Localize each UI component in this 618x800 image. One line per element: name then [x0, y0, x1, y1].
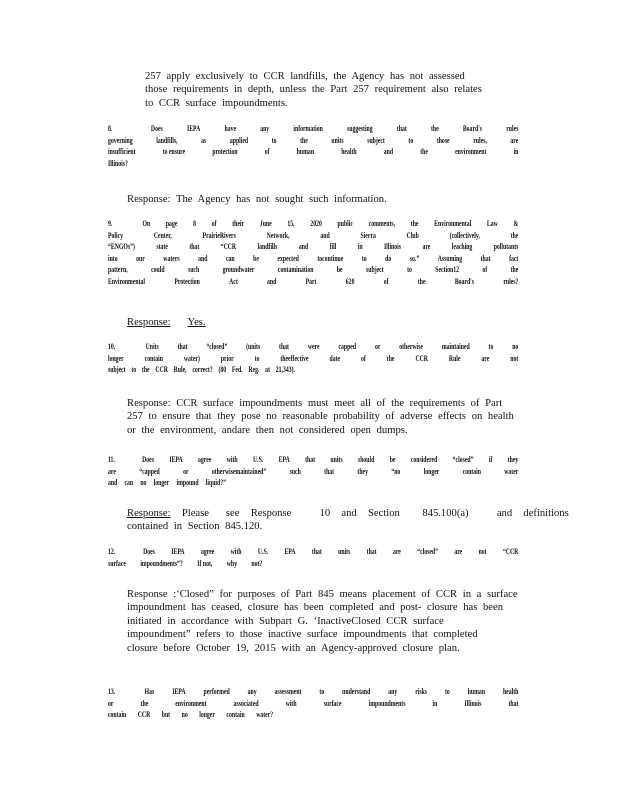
question-word: associated — [233, 698, 259, 708]
question-word: U.S. — [257, 547, 269, 556]
question-word: groundwater — [222, 265, 255, 275]
question-word: human — [296, 147, 315, 157]
question-line — [108, 364, 518, 376]
question-word: such — [187, 265, 200, 275]
question-line — [108, 709, 518, 721]
question-word: Reg. — [248, 365, 260, 375]
question-word: leaching — [451, 242, 473, 252]
question-word: contain — [462, 466, 481, 476]
question-line — [108, 454, 518, 466]
question-word: longer — [108, 353, 124, 363]
question-word: of — [361, 353, 366, 363]
question-word: but — [161, 710, 171, 720]
question-word: in — [432, 698, 438, 708]
question-word: Illinois — [464, 698, 482, 708]
question-word: not? — [251, 558, 263, 568]
question-word: public — [337, 219, 353, 228]
question-word: maintained — [441, 342, 470, 351]
question-word: rules? — [503, 276, 519, 286]
question-word: June — [259, 219, 272, 228]
question-word: that — [366, 547, 377, 556]
question-word: contamination — [277, 265, 314, 275]
response-line: Please see Response 10 and Section 845.100(a) and definitions — [170, 508, 569, 519]
question-word: IEPA — [172, 687, 186, 696]
question-line — [108, 353, 518, 365]
question-line — [108, 135, 518, 147]
question-line — [108, 253, 518, 265]
question-word: state — [156, 242, 168, 252]
question-word: contain — [144, 353, 163, 363]
question-word: pollutants — [493, 242, 519, 252]
question-word: and — [198, 253, 208, 263]
question-word: those — [436, 135, 450, 145]
question-number: 11. — [108, 455, 115, 464]
question-word: 15, — [287, 219, 295, 228]
question-word: units — [338, 547, 351, 556]
question-word: (units — [246, 342, 261, 351]
question-line — [108, 230, 518, 242]
question-word: the — [417, 276, 426, 286]
question-word: tocontinue — [317, 253, 344, 263]
question-word: any — [247, 687, 257, 696]
question-word: so.” — [409, 253, 420, 263]
question-word: capped — [338, 342, 357, 351]
question-word: are — [422, 242, 431, 252]
question-word: waters — [163, 253, 180, 263]
question-word: Protection — [174, 276, 200, 286]
question-word: comments, — [368, 219, 396, 228]
question-word: are — [392, 547, 401, 556]
question-word: page — [165, 219, 178, 228]
question-word: otherwise — [399, 342, 423, 351]
response-line: impoundment has ceased, closure has been completed and post- closure has been — [127, 602, 504, 614]
question-word: and — [267, 276, 277, 286]
question-word: of — [264, 147, 270, 157]
question-word: “closed” — [452, 455, 474, 464]
question-number: 13. — [108, 687, 116, 696]
question-line — [108, 123, 518, 135]
question-word: On — [142, 219, 151, 228]
question-word: no — [140, 478, 147, 488]
intro-paragraph — [145, 70, 482, 110]
question-word: are — [481, 353, 490, 363]
question-word: the — [510, 265, 519, 275]
question-word: not — [510, 353, 519, 363]
question-word: fill — [329, 242, 337, 252]
intro-line: those requirements in depth, unless the Part 257 requirement also relates — [145, 84, 482, 96]
question-word: agree — [198, 455, 212, 464]
question-word: that — [305, 455, 316, 464]
question-word: with — [285, 698, 297, 708]
question-word: water — [504, 466, 519, 476]
question-word: Does — [143, 547, 155, 556]
question-word: subject — [367, 135, 385, 145]
question-word: to — [254, 353, 260, 363]
question-word: longer — [153, 478, 170, 488]
question-word: risks — [415, 687, 428, 696]
question-word: our — [136, 253, 145, 263]
question-word: at — [265, 365, 270, 375]
question-word: of — [482, 265, 488, 275]
question-word: Law — [486, 219, 498, 228]
question-word: the — [140, 698, 149, 708]
question-word: CCR — [155, 365, 168, 375]
question-word: CCR — [415, 353, 428, 363]
question-word: the — [300, 135, 308, 145]
question-word: (80 — [218, 365, 227, 375]
question-word: that — [480, 253, 491, 263]
question-word: longer — [423, 466, 440, 476]
question-line — [108, 698, 518, 710]
question-word: Has — [144, 687, 155, 696]
response-line: 257 to ensure that they pose no reasonable probability of adverse effects on health — [127, 411, 514, 423]
response-12 — [127, 588, 518, 655]
question-word: environment — [455, 147, 487, 157]
response-8: Response: The Agency has not sought such information. — [127, 194, 387, 205]
question-word: Network, — [266, 230, 290, 240]
question-word: or — [183, 466, 189, 476]
question-word: can — [124, 478, 134, 488]
question-word: “CCR — [220, 242, 237, 252]
question-word: are — [108, 466, 116, 476]
response-line: initiated in accordance with Subpart G. ‘InactiveClosed CCR surface — [127, 615, 444, 627]
question-word: theeffective — [280, 353, 309, 363]
question-word: in — [357, 242, 363, 252]
question-word: have — [224, 124, 237, 133]
response-line: Response: CCR surface impoundments must meet all of the requirements of Part — [127, 398, 503, 409]
question-word: IEPA — [186, 124, 201, 133]
question-word: such — [289, 466, 301, 476]
response-line: closure before October 19, 2015 with an Agency-approved closure plan. — [127, 642, 460, 654]
question-word: their — [232, 219, 245, 228]
question-word: Units — [145, 342, 159, 351]
question-word: the — [386, 353, 395, 363]
question-word: contain — [226, 710, 245, 720]
question-13 — [108, 686, 519, 721]
intro-line: to CCR surface impoundments. — [145, 97, 288, 109]
question-8 — [108, 123, 519, 169]
question-line — [108, 264, 518, 276]
question-word: expected — [277, 253, 299, 263]
question-word: Act — [229, 276, 238, 286]
question-word: (collectively, — [449, 230, 480, 240]
question-word: governing — [108, 135, 133, 145]
question-12 — [108, 546, 519, 569]
question-word: to — [271, 135, 277, 145]
question-word: understand — [342, 687, 371, 696]
question-word: U.S. — [253, 455, 264, 464]
question-word: insufficient — [108, 147, 136, 157]
question-word: impoundments — [368, 698, 406, 708]
question-word: that — [508, 698, 519, 708]
question-11 — [108, 454, 519, 489]
question-word: water) — [183, 353, 200, 363]
response-10 — [127, 397, 514, 437]
question-word: to — [408, 135, 414, 145]
question-word: that — [279, 342, 289, 351]
question-word: Illinois? — [108, 158, 128, 168]
question-word: correct? — [192, 365, 213, 375]
question-word: 620 — [345, 276, 355, 286]
question-word: or — [108, 698, 114, 708]
question-word: & — [513, 219, 519, 228]
question-word: subject — [366, 265, 384, 275]
question-word: Does — [142, 455, 154, 464]
question-word: Part — [305, 276, 317, 286]
question-word: that — [177, 342, 188, 351]
question-word: 8 — [193, 219, 196, 228]
question-word: that — [396, 124, 407, 133]
question-word: pattern, — [108, 265, 128, 275]
question-word: Fed. — [231, 365, 243, 375]
question-word: to — [488, 342, 494, 351]
response-9 — [127, 316, 206, 329]
question-word: can — [225, 253, 235, 263]
question-word: why — [226, 558, 237, 568]
question-line — [108, 218, 518, 230]
question-line — [108, 146, 518, 158]
question-number: 8. — [108, 124, 113, 133]
question-line — [108, 546, 518, 558]
question-word: water? — [256, 710, 274, 720]
question-word: information — [293, 124, 323, 133]
response-label: Response: — [127, 317, 171, 328]
question-word: Rule, — [173, 365, 187, 375]
question-word: otherwisemaintained” — [211, 466, 267, 476]
question-line — [108, 276, 518, 288]
question-word: health — [502, 687, 519, 696]
question-word: suggesting — [347, 124, 373, 133]
question-word: liquid?” — [205, 478, 226, 488]
question-word: human — [467, 687, 486, 696]
question-word: they — [507, 455, 519, 464]
question-word: impoundments”? — [140, 558, 183, 568]
question-word: with — [226, 455, 238, 464]
question-word: if — [488, 455, 493, 464]
question-word: considered — [410, 455, 438, 464]
response-text: Yes. — [187, 317, 206, 328]
question-word: Assuming — [437, 253, 463, 263]
question-word: to ensure — [162, 147, 186, 157]
question-word: not — [478, 547, 487, 556]
question-word: EPA — [278, 455, 290, 464]
question-word: subject — [108, 365, 126, 375]
question-word: were — [307, 342, 320, 351]
question-word: rules, — [473, 135, 487, 145]
question-word: contain — [108, 710, 127, 720]
question-word: are — [454, 547, 463, 556]
question-word: Center, — [153, 230, 172, 240]
question-word: and — [298, 242, 309, 252]
question-word: Board's — [462, 124, 483, 133]
question-word: in — [513, 147, 519, 157]
question-word: that — [311, 547, 322, 556]
question-word: the — [420, 147, 428, 157]
response-line: contained in Section 845.120. — [127, 521, 263, 533]
question-word: Sierra — [360, 230, 376, 240]
question-word: surface — [108, 558, 126, 568]
question-word: longer — [199, 710, 215, 720]
question-word: and — [320, 230, 330, 240]
question-word: to — [444, 687, 450, 696]
question-word: do — [385, 253, 392, 263]
question-word: “capped — [139, 466, 160, 476]
question-word: with — [230, 547, 242, 556]
question-word: environment — [175, 698, 207, 708]
intro-line: 257 apply exclusively to CCR landfills, the Agency has not assessed — [145, 71, 465, 82]
question-word: no — [181, 710, 188, 720]
question-word: “closed” — [206, 342, 228, 351]
question-word: prior — [220, 353, 234, 363]
question-word: or — [374, 342, 381, 351]
question-word: should — [357, 455, 375, 464]
question-line — [108, 558, 518, 570]
response-line: Response :‘Closed” for purposes of Part 845 means placement of CCR in a surface — [127, 589, 518, 600]
question-word: and — [383, 147, 394, 157]
question-word: IEPA — [169, 455, 183, 464]
question-word: PrairieRivers — [202, 230, 236, 240]
question-line — [108, 158, 518, 170]
question-line — [108, 477, 518, 489]
question-word: CCR — [137, 710, 151, 720]
question-word: units — [330, 455, 343, 464]
question-word: to — [131, 365, 137, 375]
question-word: that — [324, 466, 335, 476]
question-word: impound — [176, 478, 199, 488]
question-word: agree — [200, 547, 215, 556]
response-label: Response: — [127, 508, 171, 519]
question-word: any — [260, 124, 270, 133]
question-word: Section12 — [435, 265, 459, 275]
question-word: and — [108, 478, 118, 488]
question-word: surface — [323, 698, 342, 708]
question-word: be — [389, 455, 396, 464]
question-word: to — [407, 265, 412, 275]
question-word: fact — [509, 253, 519, 263]
question-word: assessment — [274, 687, 302, 696]
question-word: 2020 — [310, 219, 322, 228]
question-word: as — [201, 135, 207, 145]
question-number: 12. — [108, 547, 116, 556]
question-word: “closed” — [417, 547, 438, 556]
question-word: performed — [203, 687, 230, 696]
question-word: rules — [506, 124, 519, 133]
question-line — [108, 686, 518, 698]
question-word: the — [141, 365, 150, 375]
question-word: Environmental — [434, 219, 472, 228]
question-line — [108, 241, 518, 253]
question-line — [108, 341, 518, 353]
question-word: Illinois — [384, 242, 401, 252]
question-word: of — [211, 219, 217, 228]
question-word: date — [329, 353, 341, 363]
question-9 — [108, 218, 519, 288]
response-line: or the environment, andare then not considered open dumps. — [127, 424, 408, 436]
question-word: 21,343). — [275, 365, 295, 375]
question-word: be — [336, 265, 343, 275]
question-word: Rule — [448, 353, 461, 363]
question-word: into — [108, 253, 118, 263]
question-word: to — [361, 253, 367, 263]
question-word: any — [388, 687, 398, 696]
question-word: “no — [391, 466, 401, 476]
response-11 — [127, 507, 569, 534]
question-number: 10. — [108, 342, 116, 351]
question-word: EPA — [284, 547, 296, 556]
response-line: impoundment” refers to those inactive surface impoundments that completed — [127, 629, 478, 641]
question-word: landfills, — [156, 135, 178, 145]
question-word: If not, — [197, 558, 213, 568]
question-word: to — [319, 687, 325, 696]
question-word: protection — [212, 147, 238, 157]
question-word: Board's — [454, 276, 475, 286]
question-word: health — [341, 147, 357, 157]
question-word: the — [410, 219, 419, 228]
question-word: landfills — [257, 242, 278, 252]
question-word: no — [512, 342, 519, 351]
question-word: units — [331, 135, 344, 145]
question-line — [108, 466, 518, 478]
question-word: applied — [229, 135, 249, 145]
question-word: Environmental — [108, 276, 146, 286]
question-word: are — [510, 135, 519, 145]
question-word: “CCR — [502, 547, 519, 556]
question-10 — [108, 341, 519, 376]
question-word: “ENGOs”) — [108, 242, 135, 252]
question-word: Does — [150, 124, 163, 133]
question-word: of — [383, 276, 389, 286]
question-word: IEPA — [171, 547, 185, 556]
question-word: the — [510, 230, 519, 240]
question-number: 9. — [108, 219, 113, 228]
question-word: could — [151, 265, 165, 275]
question-word: the — [430, 124, 439, 133]
question-word: Club — [406, 230, 419, 240]
question-word: be — [253, 253, 259, 263]
question-word: they — [357, 466, 368, 476]
question-word: that — [189, 242, 200, 252]
question-word: Policy — [108, 230, 124, 240]
